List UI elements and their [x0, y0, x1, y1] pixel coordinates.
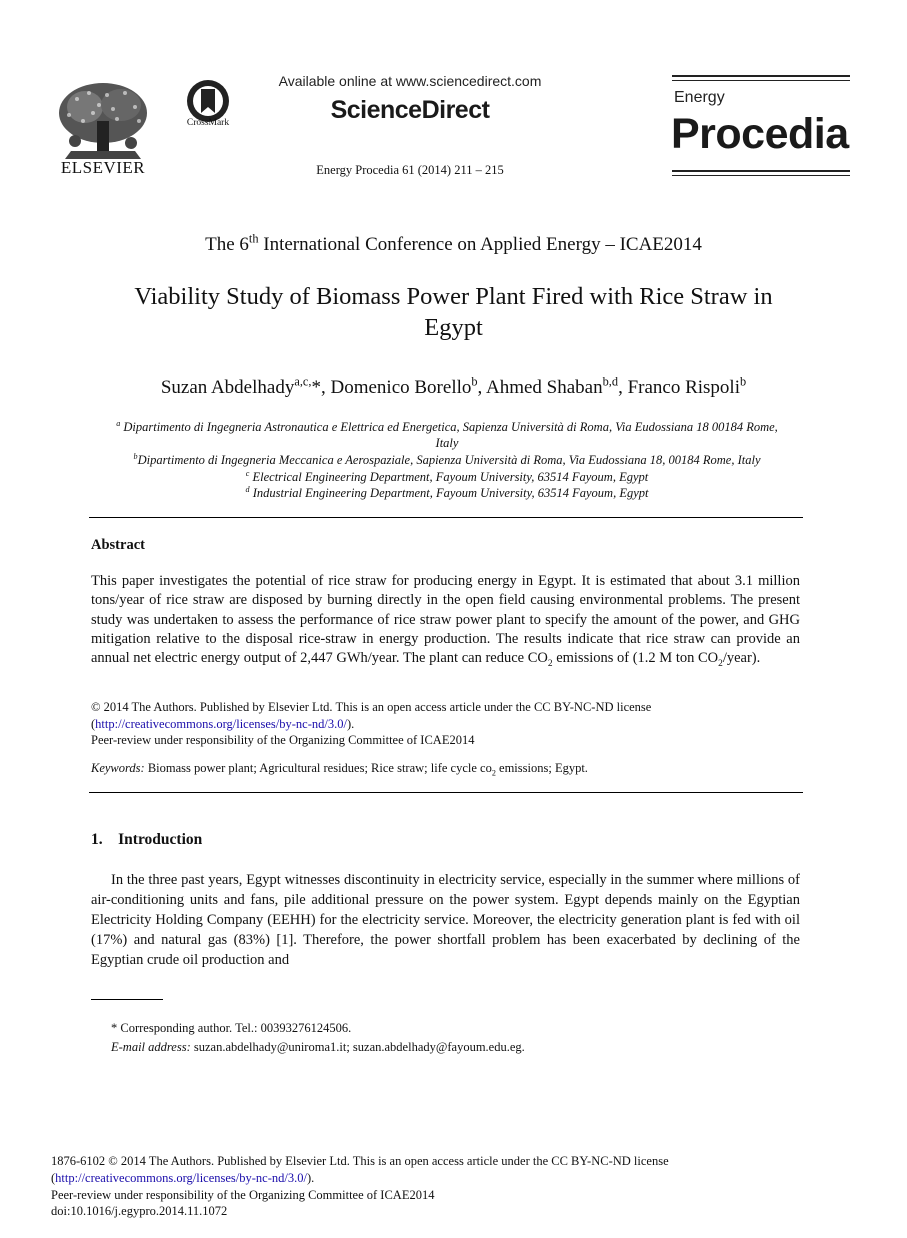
section-heading-introduction: 1. Introduction [91, 831, 203, 848]
journal-logo-rule [672, 80, 850, 81]
email-note: E-mail address: suzan.abdelhady@uniroma1.it; suzan.abdelhady@fayoum.edu.eg. [111, 1040, 525, 1054]
author-list: Suzan Abdelhady$^{a,c,}$*, Domenico Borello$^b$, Ahmed Shaban$^{b,d}$, Franco Rispoli$^b$ [160, 374, 747, 398]
abstract-heading: Abstract [91, 537, 145, 553]
author-name: Suzan Abdelhady [160, 377, 295, 398]
affiliation-a: $^a$ Dipartimento di Ingegneria Astronautica e Elettrica ed Energetica, Sapienza Università di Roma, Via Eudossiana 18 00184 Rome, Italy [116, 418, 778, 450]
journal-name-energy: Energy [674, 89, 725, 106]
email-addresses[interactable]: suzan.abdelhady@uniroma1.it; suzan.abdelhady@fayoum.edu.eg. [190, 1040, 525, 1054]
journal-logo-rule [672, 75, 850, 77]
doi[interactable]: doi:10.1016/j.egypro.2014.11.1072 [51, 1204, 228, 1219]
affiliation-d: $^d$ Industrial Engineering Department, Fayoum University, 63514 Fayoum, Egypt [245, 484, 649, 500]
journal-name-procedia: Procedia [671, 110, 849, 158]
abstract-body: This paper investigates the potential of rice straw for producing energy in Egypt. It is estimated that about 3.1 million tons/year of rice straw are disposed by burning directly in the open field causing environmental problems. The present study was undertaken to assess the performance of rice straw power plant to specify the amount of the power, and GHG mitigation relative to the disposal rice-straw in energy production. The results indicate that rice straw can provide an annual net electric energy output of 2,447 GWh/year. The plant can reduce $CO_2$ emissions of (1.2 M ton $CO_2/year$). [91, 573, 800, 670]
abstract-bottom-rule [89, 792, 803, 793]
title-line-1: Viability Study of Biomass Power Plant Fired with Rice Straw in [134, 283, 773, 310]
journal-reference: Energy Procedia 61 (2014) 211 – 215 [316, 163, 504, 177]
sciencedirect-wordmark: ScienceDirect [330, 96, 490, 124]
author-name: Ahmed Shaban [486, 377, 603, 398]
paper-title [80, 281, 827, 343]
abstract-top-rule [89, 517, 803, 518]
crossmark-label: CrossMark [186, 118, 230, 128]
conference-name: The 6th International Conference on Applied Energy – ICAE2014 [205, 231, 702, 255]
page-footer: 1876-6102 © 2014 The Authors. Published by Elsevier Ltd. This is an open access article under the CC BY-NC-ND license (http://creativecommons.org/licenses/by-nc-nd/3.0/). Peer-review under responsibility of the Organizing Committee of ICAE2014 doi:10.1016/j.egypro.2014.11.1072 [51, 1153, 831, 1220]
license-statement: © 2014 The Authors. Published by Elsevier Ltd. This is an open access article under the CC BY-NC-ND license (http://creativecommons.org/licenses/by-nc-nd/3.0/). Peer-review under responsibility of the Organizing Committee of ICAE2014 [91, 699, 800, 749]
keywords: Keywords: Biomass power plant; Agricultural residues; Rice straw; life cycle $co_2$ emissions; Egypt. [91, 761, 588, 778]
affiliation-c: $^c$ Electrical Engineering Department, Fayoum University, 63514 Fayoum, Egypt [245, 468, 649, 484]
footer-license-link[interactable]: http://creativecommons.org/licenses/by-nc-nd/3.0/ [55, 1170, 307, 1185]
journal-logo-rule [672, 170, 850, 172]
corresponding-author-note: * Corresponding author. Tel.: 00393276124506. [111, 1021, 352, 1035]
author-name: Franco Rispoli [627, 377, 740, 398]
affiliation-b: $^b$Dipartimento di Ingegneria Meccanica e Aerospaziale, Sapienza Università di Roma, Via Eudossiana 18, 00184 Rome, Italy [133, 451, 761, 467]
journal-logo-rule [672, 175, 850, 176]
available-online-text: Available online at www.sciencedirect.com [278, 73, 542, 89]
introduction-paragraph: In the three past years, Egypt witnesses discontinuity in electricity service, especially in the summer where millions of air-conditioning units and fans, pile additional pressure on the power system. Egypt depends mainly on the Egyptian Electricity Holding Company (EEHH) for the electricity service. Moreover, the electricity generation plant is fed with oil (17%) and natural gas (83%) [1]. Therefore, the power shortfall problem has been exacerbated by declining of the Egyptian crude oil production and [91, 872, 800, 968]
license-link[interactable]: http://creativecommons.org/licenses/by-nc-nd/3.0/ [95, 716, 347, 731]
footnote-rule [91, 999, 163, 1000]
elsevier-wordmark: ELSEVIER [60, 158, 146, 177]
title-line-2: Egypt [424, 314, 483, 341]
author-name: Domenico Borello [330, 377, 472, 398]
peer-review-statement: Peer-review under responsibility of the Organizing Committee of ICAE2014 [91, 733, 475, 747]
